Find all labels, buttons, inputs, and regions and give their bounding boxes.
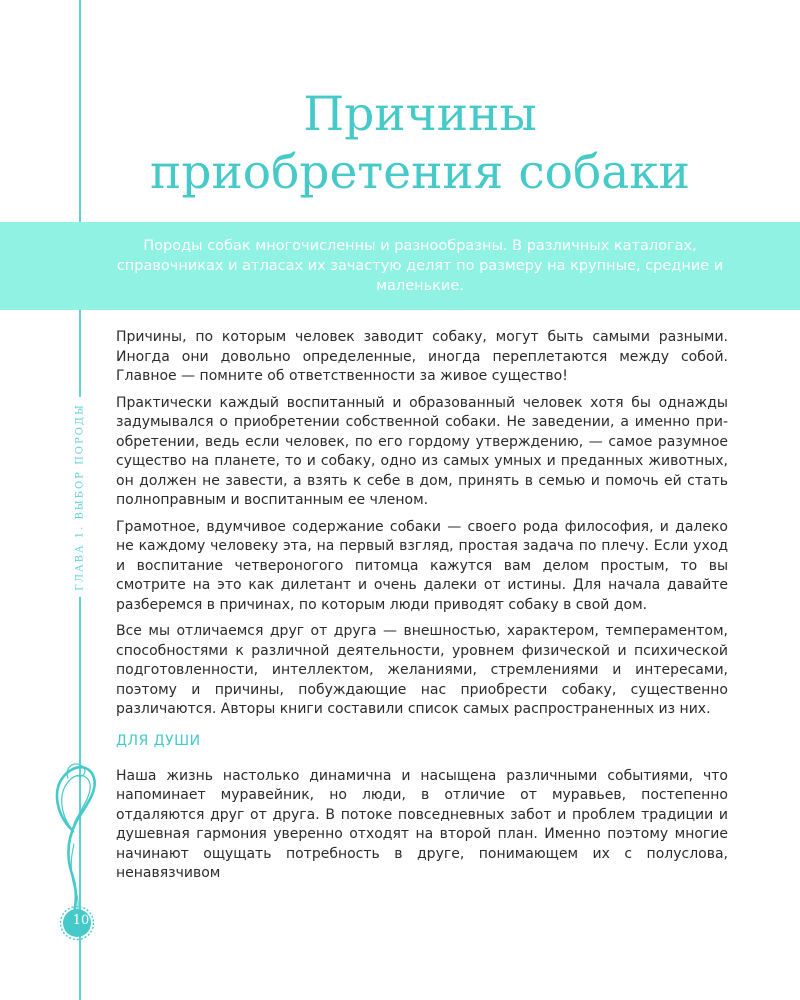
paragraph-1: Причины, по которым человек заводит собаку, могут быть самыми разными. Иногда они довольно определенные, иногда переплетаются между собой. Главное — помните об ответственности за живое существо! <box>116 329 728 384</box>
paragraph-2: Практически каждый воспитанный и образованный человек хотя бы однажды задумывался о приобретении собственной собаки. Не заведении, а именно при-обретении, ведь если человек, по его гордому утверждению, — самое разумное существо на планете, то и собаку, одно из самых умных и преданных животных, он должен не завести, а взять к себе в дом, принять в семью и помочь ей стать полноправным и воспитанным ее членом. <box>116 394 728 508</box>
body-text <box>116 328 728 891</box>
page-title <box>100 86 740 202</box>
title-line-1: Причины <box>303 87 537 142</box>
page-number: 10 <box>72 913 90 928</box>
lead-text: Породы собак многочисленны и разнообразны. В различных каталогах, справочниках и атласах их зачастую делят по размеру на крупные, средние и маленькие. <box>116 238 724 294</box>
chapter-side-label: ГЛАВА 1. ВЫБОР ПОРОДЫ <box>75 397 86 597</box>
section-heading: ДЛЯ ДУШИ <box>116 732 201 749</box>
paragraph-3: Грамотное, вдумчивое содержание собаки — своего рода философия, и далеко не каждому человеку эта, на первый взгляд, простая задача по плечу. Если уход и воспитание четвероногого питомца кажутся вам делом простым, то вы смотрите на это как дилетант и очень далеки от истины. Для начала давайте разберемся в причинах, по которым люди приводят собаку в свой дом. <box>116 518 728 613</box>
paragraph-4: Все мы отличаемся друг от друга — внешностью, характером, темпераментом, способностями к различной деятельности, уровнем физической и психической подготовленности, интеллектом, желаниями, стремлениями и интересами, поэтому и причины, побуждающие нас приобрести собаку, существенно различаются. Авторы книги составили список самых распространенных из них. <box>116 623 728 717</box>
title-line-2: приобретения собаки <box>150 145 690 200</box>
section-paragraph: Наша жизнь настолько динамична и насыщена различными событиями, что напоминает муравейник, но люди, в отличие от муравьев, постепенно отдаляются друг от друга. В потоке повседневных забот и проблем традиции и душевная гармония уверенно отходят на второй план. Именно поэтому многие начинают ощущать потребность в друге, понимающем их с полуслова, ненавязчивом <box>116 767 728 881</box>
